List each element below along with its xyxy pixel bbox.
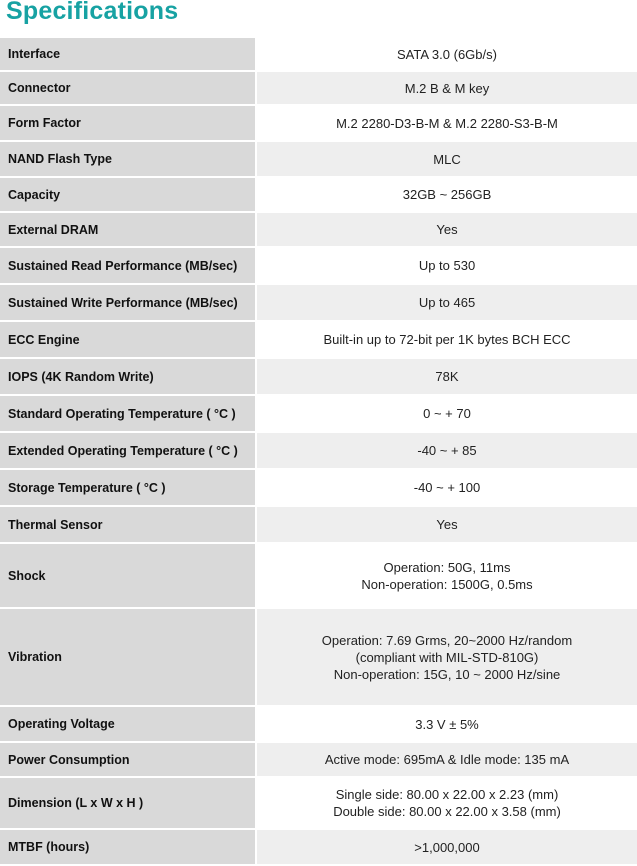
spec-label: ECC Engine — [0, 322, 257, 357]
spec-label: Interface — [0, 38, 257, 70]
spec-value-line: 32GB ~ 256GB — [402, 187, 492, 202]
spec-value — [257, 609, 637, 705]
spec-row-operating-voltage — [0, 707, 637, 741]
spec-value — [257, 743, 637, 776]
spec-value — [257, 778, 637, 828]
spec-label: Vibration — [0, 609, 257, 705]
spec-label: Dimension (L x W x H ) — [0, 778, 257, 828]
spec-row-power-consumption — [0, 743, 637, 776]
spec-value-line: Non-operation: 1500G, 0.5ms — [361, 576, 533, 592]
specifications-table-body — [0, 38, 637, 864]
spec-value-line: Active mode: 695mA & Idle mode: 135 mA — [324, 752, 570, 767]
spec-label: Capacity — [0, 178, 257, 211]
spec-label: Connector — [0, 72, 257, 104]
spec-value-line: Up to 465 — [418, 295, 476, 310]
spec-row-thermal-sensor — [0, 507, 637, 542]
spec-value-line: M.2 2280-D3-B-M & M.2 2280-S3-B-M — [336, 115, 558, 131]
specifications-table — [0, 36, 637, 866]
spec-label: Form Factor — [0, 106, 257, 140]
spec-value — [257, 213, 637, 246]
spec-value — [257, 396, 637, 431]
spec-row-vibration — [0, 609, 637, 705]
page-title: Specifications — [6, 0, 179, 25]
spec-value — [257, 72, 637, 104]
spec-value-line: Up to 530 — [418, 258, 476, 273]
spec-value-line: -40 ~ + 100 — [413, 480, 481, 495]
spec-value — [257, 544, 637, 607]
spec-value — [257, 248, 637, 283]
spec-value-line: Yes — [436, 517, 458, 532]
spec-value — [257, 38, 637, 70]
spec-label: IOPS (4K Random Write) — [0, 359, 257, 394]
spec-row-iops — [0, 359, 637, 394]
spec-label: Shock — [0, 544, 257, 607]
spec-value — [257, 433, 637, 468]
spec-value — [257, 507, 637, 542]
spec-label: External DRAM — [0, 213, 257, 246]
spec-row-dimension — [0, 778, 637, 828]
spec-value — [257, 707, 637, 741]
spec-row-shock — [0, 544, 637, 607]
spec-row-storage-temp — [0, 470, 637, 505]
spec-row-capacity — [0, 178, 637, 211]
spec-label: Standard Operating Temperature ( °C ) — [0, 396, 257, 431]
spec-row-extended-operating-temp — [0, 433, 637, 468]
spec-row-connector — [0, 72, 637, 104]
spec-value — [257, 322, 637, 357]
spec-value-line: Operation: 50G, 11ms — [383, 559, 511, 575]
spec-row-mtbf — [0, 830, 637, 864]
spec-value — [257, 285, 637, 320]
spec-label: Sustained Write Performance (MB/sec) — [0, 285, 257, 320]
spec-label: Extended Operating Temperature ( °C ) — [0, 433, 257, 468]
spec-row-standard-operating-temp — [0, 396, 637, 431]
spec-value — [257, 142, 637, 176]
spec-value — [257, 830, 637, 864]
spec-value-line: Non-operation: 15G, 10 ~ 2000 Hz/sine — [333, 666, 561, 682]
spec-value-line: >1,000,000 — [414, 839, 480, 855]
spec-value-line: Double side: 80.00 x 22.00 x 3.58 (mm) — [333, 804, 561, 819]
spec-row-sustained-read — [0, 248, 637, 283]
spec-label: Power Consumption — [0, 743, 257, 776]
spec-label: Thermal Sensor — [0, 507, 257, 542]
spec-row-form-factor — [0, 106, 637, 140]
spec-value — [257, 178, 637, 211]
spec-label: Sustained Read Performance (MB/sec) — [0, 248, 257, 283]
spec-value — [257, 359, 637, 394]
spec-label: Operating Voltage — [0, 707, 257, 741]
spec-value-line: M.2 B & M key — [404, 80, 490, 96]
spec-value — [257, 470, 637, 505]
spec-value-line: MLC — [433, 151, 461, 167]
spec-row-interface — [0, 38, 637, 70]
spec-value-line: 0 ~ + 70 — [423, 406, 471, 421]
spec-value-line: 3.3 V ± 5% — [415, 716, 479, 732]
spec-value-line: Built-in up to 72-bit per 1K bytes BCH ECC — [323, 332, 571, 347]
spec-label: MTBF (hours) — [0, 830, 257, 864]
spec-row-ecc-engine — [0, 322, 637, 357]
spec-row-external-dram — [0, 213, 637, 246]
spec-value-line: Yes — [436, 222, 458, 237]
spec-row-sustained-write — [0, 285, 637, 320]
spec-label: NAND Flash Type — [0, 142, 257, 176]
spec-label: Storage Temperature ( °C ) — [0, 470, 257, 505]
spec-value-line: 78K — [435, 369, 459, 384]
spec-value-line: SATA 3.0 (6Gb/s) — [397, 46, 497, 62]
spec-value-line: Single side: 80.00 x 22.00 x 2.23 (mm) — [335, 787, 559, 802]
spec-row-nand-flash-type — [0, 142, 637, 176]
spec-value-line: Operation: 7.69 Grms, 20~2000 Hz/random — [321, 632, 573, 648]
spec-value — [257, 106, 637, 140]
spec-value-line: -40 ~ + 85 — [417, 443, 477, 458]
spec-value-line: (compliant with MIL-STD-810G) — [355, 649, 539, 665]
